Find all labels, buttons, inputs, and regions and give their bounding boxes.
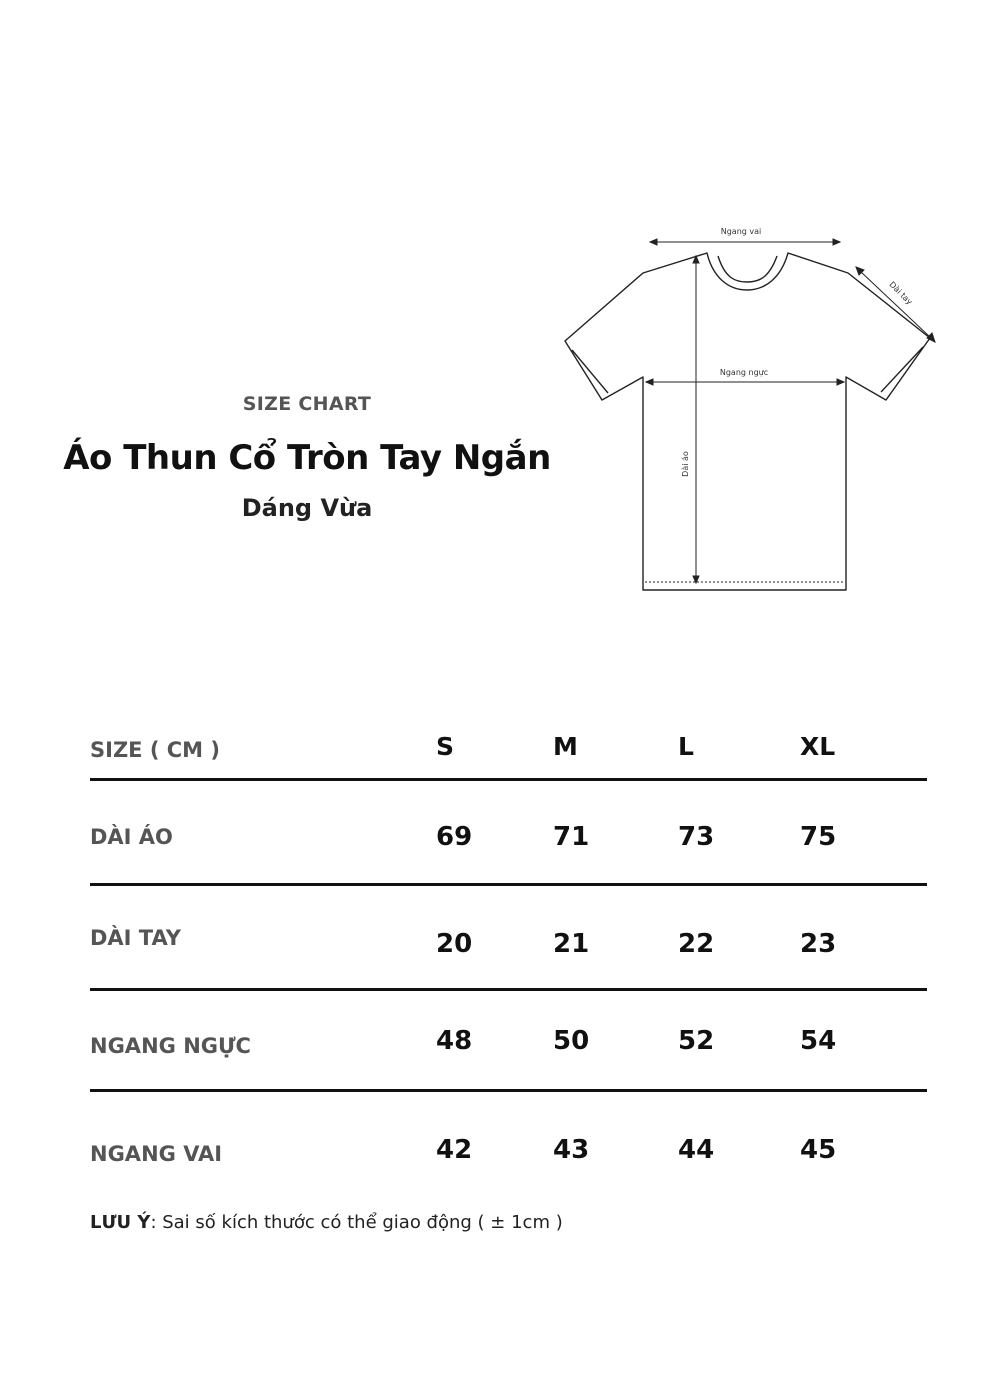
length-label: Dài áo xyxy=(681,451,690,477)
chest-label: Ngang ngực xyxy=(719,368,769,377)
row-value: 54 xyxy=(800,1026,837,1056)
note-text: : Sai số kích thước có thể giao động ( ± 1cm ) xyxy=(150,1212,563,1233)
size-col-m: M xyxy=(553,732,578,761)
row-value: 20 xyxy=(436,929,473,959)
row-value: 50 xyxy=(553,1026,590,1056)
table-row xyxy=(90,991,927,1092)
row-value: 71 xyxy=(553,822,590,852)
size-table xyxy=(90,730,927,1192)
row-value: 75 xyxy=(800,822,837,852)
table-header-row xyxy=(90,730,927,781)
row-value: 45 xyxy=(800,1135,837,1165)
sleeve-label: Dài tay xyxy=(887,279,915,307)
size-col-l: L xyxy=(678,732,694,761)
row-value: 44 xyxy=(678,1135,715,1165)
row-value: 69 xyxy=(436,822,473,852)
row-value: 43 xyxy=(553,1135,590,1165)
page-title: Áo Thun Cổ Tròn Tay Ngắn xyxy=(63,438,551,478)
row-label: NGANG VAI xyxy=(90,1142,223,1166)
row-value: 73 xyxy=(678,822,715,852)
row-value: 52 xyxy=(678,1026,715,1056)
row-value: 48 xyxy=(436,1026,473,1056)
row-value: 23 xyxy=(800,929,837,959)
size-col-xl: XL xyxy=(800,732,836,761)
fit-subtitle: Dáng Vừa xyxy=(241,494,373,522)
note-key: LƯU Ý xyxy=(90,1212,151,1233)
row-label: DÀI TAY xyxy=(90,926,181,950)
row-label: NGANG NGỰC xyxy=(90,1034,251,1058)
tolerance-note xyxy=(90,1212,563,1233)
shoulder-label: Ngang vai xyxy=(720,227,762,236)
tshirt-outline-icon xyxy=(555,220,945,600)
table-row xyxy=(90,1092,927,1192)
row-label: DÀI ÁO xyxy=(90,825,173,849)
size-col-s: S xyxy=(436,732,455,761)
row-value: 42 xyxy=(436,1135,473,1165)
row-value: 22 xyxy=(678,929,715,959)
table-header-label: SIZE ( CM ) xyxy=(90,738,220,762)
table-row xyxy=(90,781,927,886)
row-value: 21 xyxy=(553,929,590,959)
size-chart-eyebrow: SIZE CHART xyxy=(242,393,372,415)
table-row xyxy=(90,886,927,991)
